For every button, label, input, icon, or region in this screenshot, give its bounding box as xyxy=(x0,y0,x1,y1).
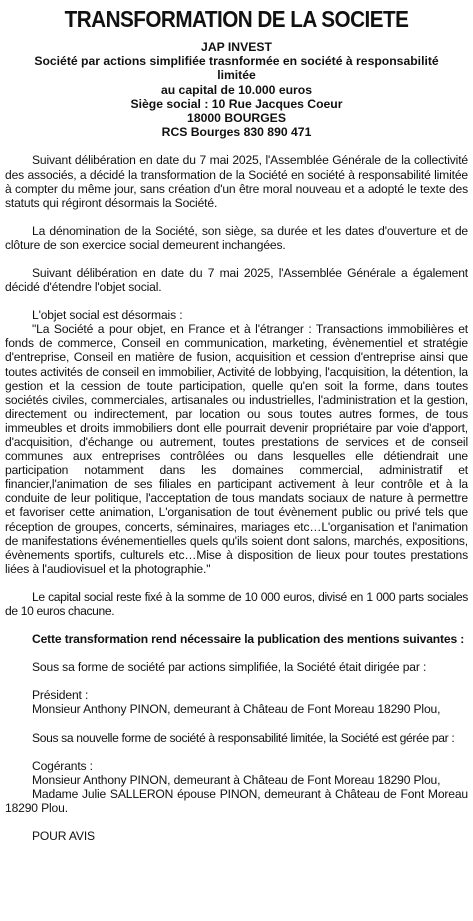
company-rcs: RCS Bourges 830 890 471 xyxy=(161,125,312,140)
company-header xyxy=(5,40,468,139)
cogerant-2: Madame Julie SALLERON épouse PINON, demeurant à Château de Font Moreau 18290 Plou. xyxy=(5,786,468,815)
paragraph-transformation: Suivant délibération en date du 7 mai 2025, l'Assemblée Générale de la collectivité des associés, a décidé la transformation de la Société en société à responsabilité limitée à compter du même jour, sans création d'un être moral nouveau et a adopté le texte des statuts qui régiront désormais la Société. xyxy=(5,153,468,210)
paragraph-capital: Le capital social reste fixé à la somme de 10 000 euros, divisé en 1 000 parts sociales de 10 euros chacune. xyxy=(5,589,468,619)
paragraph-sarl-direction: Sous sa nouvelle forme de société à responsabilité limitée, la Société est gérée par : xyxy=(32,730,455,745)
company-name: JAP INVEST xyxy=(201,40,272,54)
cogerants-label: Cogérants : xyxy=(32,758,93,773)
company-siege: Siège social : 10 Rue Jacques Coeur xyxy=(130,96,343,111)
paragraph-denomination: La dénomination de la Société, son siège, sa durée et les dates d'ouverture et de clôture de son exercice social demeurent inchangées. xyxy=(5,223,468,252)
paragraph-sas-direction: Sous sa forme de société par actions simplifiée, la Société était dirigée par : xyxy=(32,660,427,675)
paragraph-objet-quote: "La Société a pour objet, en France et à l'étranger : Transactions immobilières et fonds de commerce, Conseil en communication, marketing, évènementiel et stratégie d'entreprise, Conseil en matière de fusion, acquisition et cession d'entreprise ainsi que toutes activités de conseil en immobilier, Activité de lobbying, l'acquisition, la détention, la gestion et la cession de toute participation, quelle qu'en soit la forme, dans toutes sociétés civiles, commerciales, artisanales ou industrielles, l'administration et la gestion, directement ou indirectement, par location ou sous toutes autres formes, de tous immeubles et droits immobiliers dont elle pourrait devenir propriétaire par voie d'apport, d'acquisition, d'échange ou autrement, toutes prestations de services et de conseil communes aux entreprises contrôlées ou dans lesquelles elle détiendrait une participation notamment dans les domaines commercial, administratif et financier,l'animation de ses filiales en participant activement à leur contrôle et à la conduite de leur politique, l'acceptation de tous mandats sociaux de nature à permettre et favoriser cette animation, L'organisation de tout évènement public ou privé tels que réception de groupes, concerts, séminaires, mariages etc…L'organisation et l'animation de manifestations événementielles quels qu'ils soient dont salons, marchés, expositions, évènements sportifs, culturels etc…Mise à disposition de lieux pour toutes prestations liées à l'audiovisuel et la photographie." xyxy=(5,322,468,576)
president-label: Président : xyxy=(32,688,89,703)
notice-body xyxy=(5,153,468,843)
company-capital: au capital de 10.000 euros xyxy=(160,82,313,97)
paragraph-objet-extension: Suivant délibération en date du 7 mai 2025, l'Assemblée Générale a également décidé d'étendre l'objet social. xyxy=(5,265,468,295)
company-form-line2: limitée xyxy=(217,68,256,83)
president-name: Monsieur Anthony PINON, demeurant à Château de Font Moreau 18290 Plou, xyxy=(32,702,441,717)
company-city: 18000 BOURGES xyxy=(187,111,286,126)
pour-avis: POUR AVIS xyxy=(32,828,95,843)
paragraph-publication: Cette transformation rend nécessaire la publication des mentions suivantes : xyxy=(32,632,465,647)
notice-title: TRANSFORMATION DE LA SOCIETE xyxy=(64,6,409,32)
company-form-line1: Société par actions simplifiée trasnformée en société à responsabilité xyxy=(34,54,439,69)
paragraph-objet-intro: L'objet social est désormais : xyxy=(32,308,183,323)
cogerant-1: Monsieur Anthony PINON, demeurant à Château de Font Moreau 18290 Plou, xyxy=(32,772,441,787)
